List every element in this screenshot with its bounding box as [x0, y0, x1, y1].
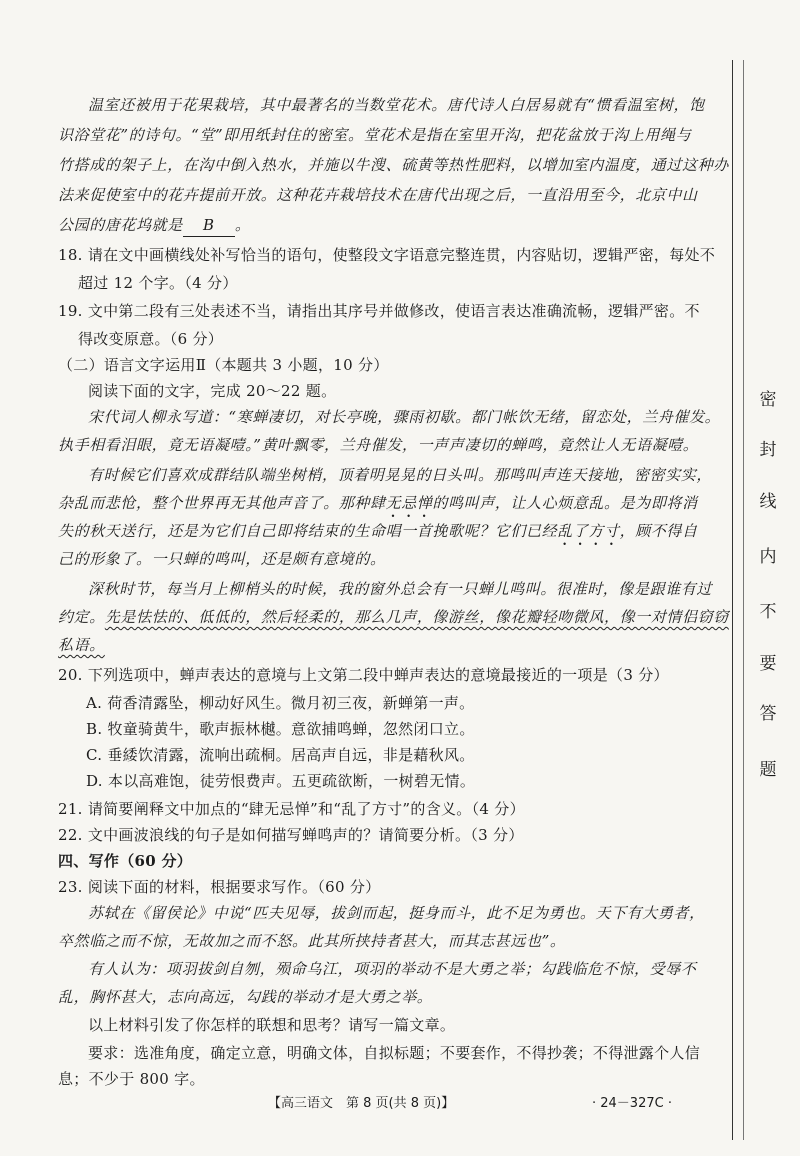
- requirements-line-1: 要求：选准角度，确定立意，明确文体，自拟标题；不要套作，不得抄袭；不得泄露个人信: [88, 1044, 701, 1062]
- passage-b-p1-line-2: 执手相看泪眼，竟无语凝噎。”黄叶飘零，兰舟催发，一声声凄切的蝉鸣，竟然让人无语凝噎。: [58, 436, 699, 454]
- requirements-line-2: 息；不少于 800 字。: [58, 1070, 205, 1088]
- section-2-instruction: 阅读下面的文字，完成 20～22 题。: [88, 382, 337, 400]
- passage-b-p3-line-1: 深秋时节，每当月上柳梢头的时候，我的窗外总会有一只蝉儿鸣叫。很准时，像是跟谁有过: [88, 580, 713, 598]
- question-19-line-2: 得改变原意。（6 分）: [78, 330, 224, 348]
- passage-a-line-3: 竹搭成的架子上，在沟中倒入热水，并施以牛溲、硫黄等热性肥料，以增加室内温度，通过这种办: [58, 156, 729, 174]
- passage-b-p2-line-1: 有时候它们喜欢成群结队端坐树梢，顶着明晃晃的日头叫。那鸣叫声连天接地，密密实实，: [88, 466, 713, 484]
- question-20-option-a: A. 荷香清露坠，柳动好风生。微月初三夜，新蝉第一声。: [86, 694, 475, 712]
- writing-prompt: 以上材料引发了你怎样的联想和思考？请写一篇文章。: [88, 1016, 456, 1034]
- seal-char-6: 要: [759, 654, 777, 674]
- passage-b-p3-line-2-a: 约定。: [58, 608, 105, 626]
- passage-b-p2-line-2-c: 的鸣叫声，让人心烦意乱。是为即将消: [432, 494, 698, 512]
- fill-blank-answer: B: [183, 214, 235, 237]
- wavy-underlined-sentence: 先是怯怯的、低低的，然后轻柔的，那么几声，像游丝，像花瓣轻吻微风，像一对情侣窃窃: [104, 608, 729, 626]
- question-18-line-2: 超过 12 个字。（4 分）: [78, 274, 238, 292]
- material-2-line-1: 有人认为：项羽拔剑自刎，殒命乌江，项羽的举动不是大勇之举；勾践临危不惊，受辱不: [88, 960, 697, 978]
- passage-a-line-1: 温室还被用于花果栽培，其中最著名的当数堂花术。唐代诗人白居易就有“惯看温室树，饱: [88, 96, 705, 114]
- question-20-option-d: D. 本以高难饱，徒劳恨费声。五更疏欲断，一树碧无情。: [86, 772, 476, 790]
- passage-b-p2-line-3-a: 失的秋天送行，还是为它们自己即将结束的生命唱一首挽歌呢？它们已经: [58, 522, 558, 540]
- dotted-phrase-2: 乱了方寸: [557, 522, 620, 540]
- passage-a-line-2: 识浴堂花”的诗句。“堂”即用纸封住的密室。堂花术是指在室里开沟，把花盆放于沟上用绳与: [58, 126, 692, 144]
- dotted-phrase-1: 无忌惮: [385, 494, 433, 512]
- passage-b-p2-line-3-c: ，顾不得自: [619, 522, 698, 540]
- section-2-title: （二）语言文字运用Ⅱ（本题共 3 小题，10 分）: [58, 356, 389, 374]
- question-20-stem: 20. 下列选项中，蝉声表达的意境与上文第二段中蝉声表达的意境最接近的一项是（3 分）: [58, 666, 669, 684]
- passage-a-line-5-prefix: 公园的唐花坞就是: [58, 216, 183, 234]
- passage-b-p1-line-1: 宋代词人柳永写道：“寒蝉凄切，对长亭晚，骤雨初歇。都门帐饮无绪，留恋处，兰舟催发。: [88, 408, 721, 426]
- footer-code: · 24－327C ·: [592, 1096, 672, 1111]
- question-23-stem: 23. 阅读下面的材料，根据要求写作。（60 分）: [58, 878, 381, 896]
- question-20-option-c: C. 垂緌饮清露，流响出疏桐。居高声自远，非是藉秋风。: [86, 746, 475, 764]
- passage-b-p2-line-4: 己的形象了。一只蝉的鸣叫，还是颇有意境的。: [58, 550, 386, 568]
- passage-a-line-4: 法来促使室中的花卉提前开放。这种花卉栽培技术在唐代出现之后，一直沿用至今，北京中山: [58, 186, 698, 204]
- passage-b-p2-line-3: [58, 520, 698, 549]
- passage-a-line-5-suffix: 。: [234, 216, 251, 234]
- seal-char-2: 封: [759, 440, 777, 460]
- seal-char-7: 答: [759, 704, 777, 724]
- seal-char-3: 线: [759, 492, 777, 512]
- material-1-line-2: 卒然临之而不惊，无故加之而不怒。此其所挟持者甚大，而其志甚远也”。: [58, 932, 566, 950]
- question-21: 21. 请简要阐释文中加点的“肆无忌惮”和“乱了方寸”的含义。（4 分）: [58, 800, 525, 818]
- binding-line-inner: [743, 60, 744, 1140]
- passage-b-p2-line-2: [58, 492, 698, 521]
- question-19-line-1: 19. 文中第二段有三处表述不当，请指出其序号并做修改，使语言表达准确流畅，逻辑严密。不: [58, 302, 700, 320]
- seal-char-8: 题: [759, 760, 777, 780]
- passage-b-p3-line-2: [58, 606, 729, 628]
- binding-line-outer: [732, 60, 733, 1140]
- material-2-line-2: 乱，胸怀甚大，志向高远，勾践的举动才是大勇之举。: [58, 988, 433, 1006]
- seal-char-5: 不: [759, 602, 777, 622]
- seal-char-1: 密: [759, 390, 777, 410]
- seal-char-4: 内: [759, 547, 777, 567]
- wavy-underlined-end: 私语。: [58, 636, 105, 654]
- question-18-line-1: 18. 请在文中画横线处补写恰当的语句，使整段文字语意完整连贯，内容贴切，逻辑严密，每处不: [58, 246, 716, 264]
- material-1-line-1: 苏轼在《留侯论》中说“匹夫见辱，拔剑而起，挺身而斗，此不足为勇也。天下有大勇者，: [88, 904, 705, 922]
- question-22: 22. 文中画波浪线的句子是如何描写蝉鸣声的？请简要分析。（3 分）: [58, 826, 524, 844]
- passage-a-line-5: [58, 214, 250, 237]
- question-20-option-b: B. 牧童骑黄牛，歌声振林樾。意欲捕鸣蝉，忽然闭口立。: [86, 720, 475, 738]
- section-4-title: 四、写作（60 分）: [58, 852, 193, 870]
- passage-b-p3-line-3: [58, 634, 105, 656]
- footer-page-label: 【高三语文 第 8 页(共 8 页)】: [268, 1096, 455, 1111]
- passage-b-p2-line-2-a: 杂乱而悲怆，整个世界再无其他声音了。那种肆: [58, 494, 386, 512]
